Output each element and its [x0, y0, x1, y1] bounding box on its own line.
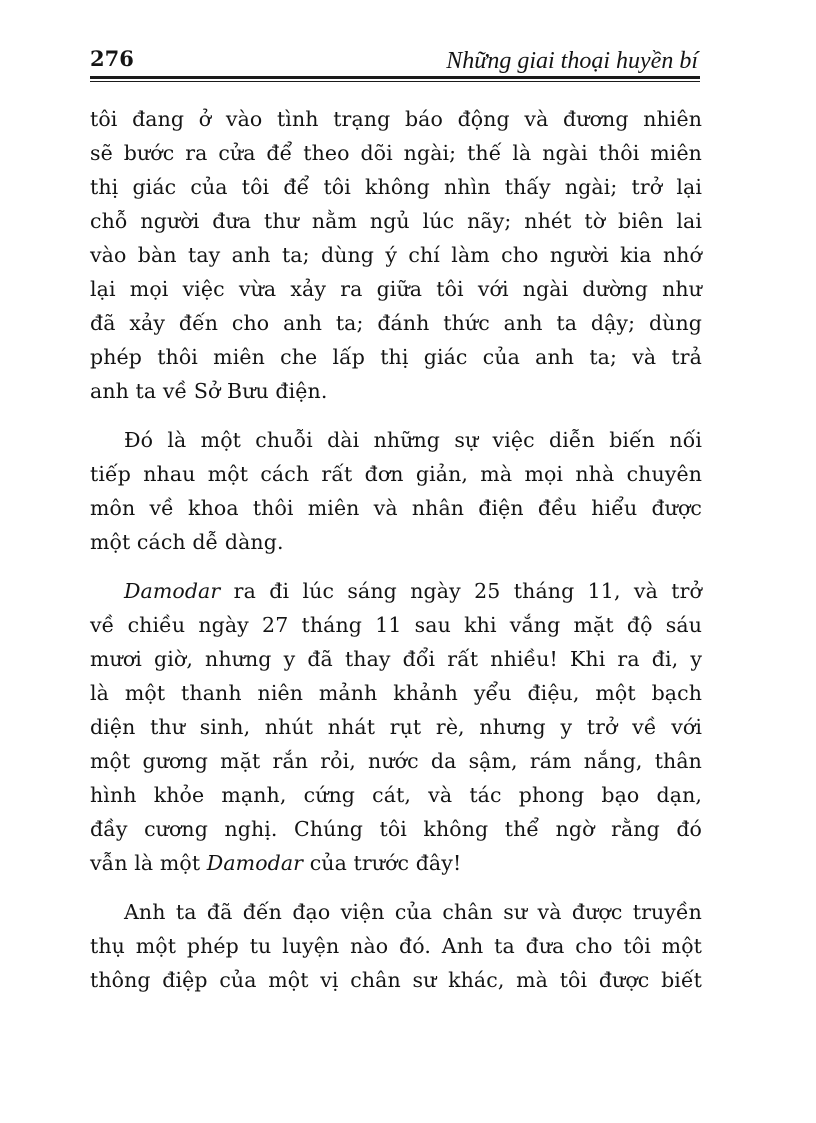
text-line: hình khỏe mạnh, cứng cát, và tác phong bạo dạn,: [90, 783, 702, 807]
text-line: diện thư sinh, nhút nhát rụt rè, nhưng y trở về với: [90, 715, 702, 739]
text-line: thụ một phép tu luyện nào đó. Anh ta đưa cho tôi một: [90, 934, 702, 958]
italic-name: Damodar: [206, 851, 304, 875]
text-line: thị giác của tôi để tôi không nhìn thấy ngài; trở lại: [90, 175, 702, 199]
page-header: [90, 44, 700, 78]
page-number: 276: [90, 46, 134, 71]
italic-name: Damodar: [124, 579, 221, 603]
text-span: ra đi lúc sáng ngày 25 tháng 11, và trở: [220, 579, 702, 603]
text-line: tôi đang ở vào tình trạng báo động và đương nhiên: [90, 107, 702, 131]
text-line: mươi giờ, nhưng y đã thay đổi rất nhiều! Khi ra đi, y: [90, 647, 702, 671]
text-line: là một thanh niên mảnh khảnh yểu điệu, một bạch: [90, 681, 702, 705]
text-line: đầy cương nghị. Chúng tôi không thể ngờ rằng đó: [90, 817, 702, 841]
text-line: [90, 574, 702, 608]
text-line: một cách dễ dàng.: [90, 530, 284, 554]
text-line: Đó là một chuỗi dài những sự việc diễn biến nối: [124, 428, 702, 452]
text-line: về chiều ngày 27 tháng 11 sau khi vắng mặt độ sáu: [90, 613, 702, 637]
running-title: Những giai thoại huyền bí: [446, 48, 698, 74]
header-rule-thin: [90, 81, 700, 82]
body-text: [90, 102, 702, 1012]
text-line: [90, 846, 702, 880]
text-line: lại mọi việc vừa xảy ra giữa tôi với ngài dường như: [90, 277, 702, 301]
paragraph-4: [90, 895, 702, 997]
text-line: sẽ bước ra cửa để theo dõi ngài; thế là ngài thôi miên: [90, 141, 702, 165]
text-span: của trước đây!: [303, 851, 462, 875]
text-line: anh ta về Sở Bưu điện.: [90, 379, 328, 403]
text-line: thông điệp của một vị chân sư khác, mà tôi được biết: [90, 968, 702, 992]
text-line: đã xảy đến cho anh ta; đánh thức anh ta dậy; dùng: [90, 311, 702, 335]
header-rule-thick: [90, 76, 700, 79]
paragraph-3: [90, 574, 702, 880]
text-span: vẫn là một: [90, 851, 207, 875]
paragraph-2: [90, 423, 702, 559]
text-line: môn về khoa thôi miên và nhân điện đều hiểu được: [90, 496, 702, 520]
text-line: phép thôi miên che lấp thị giác của anh ta; và trả: [90, 345, 702, 369]
text-line: Anh ta đã đến đạo viện của chân sư và được truyền: [124, 900, 702, 924]
paragraph-1: [90, 102, 702, 408]
text-line: tiếp nhau một cách rất đơn giản, mà mọi nhà chuyên: [90, 462, 702, 486]
text-line: một gương mặt rắn rỏi, nước da sậm, rám nắng, thân: [90, 749, 702, 773]
text-line: chỗ người đưa thư nằm ngủ lúc nãy; nhét tờ biên lai: [90, 209, 702, 233]
text-line: vào bàn tay anh ta; dùng ý chí làm cho người kia nhớ: [90, 243, 702, 267]
